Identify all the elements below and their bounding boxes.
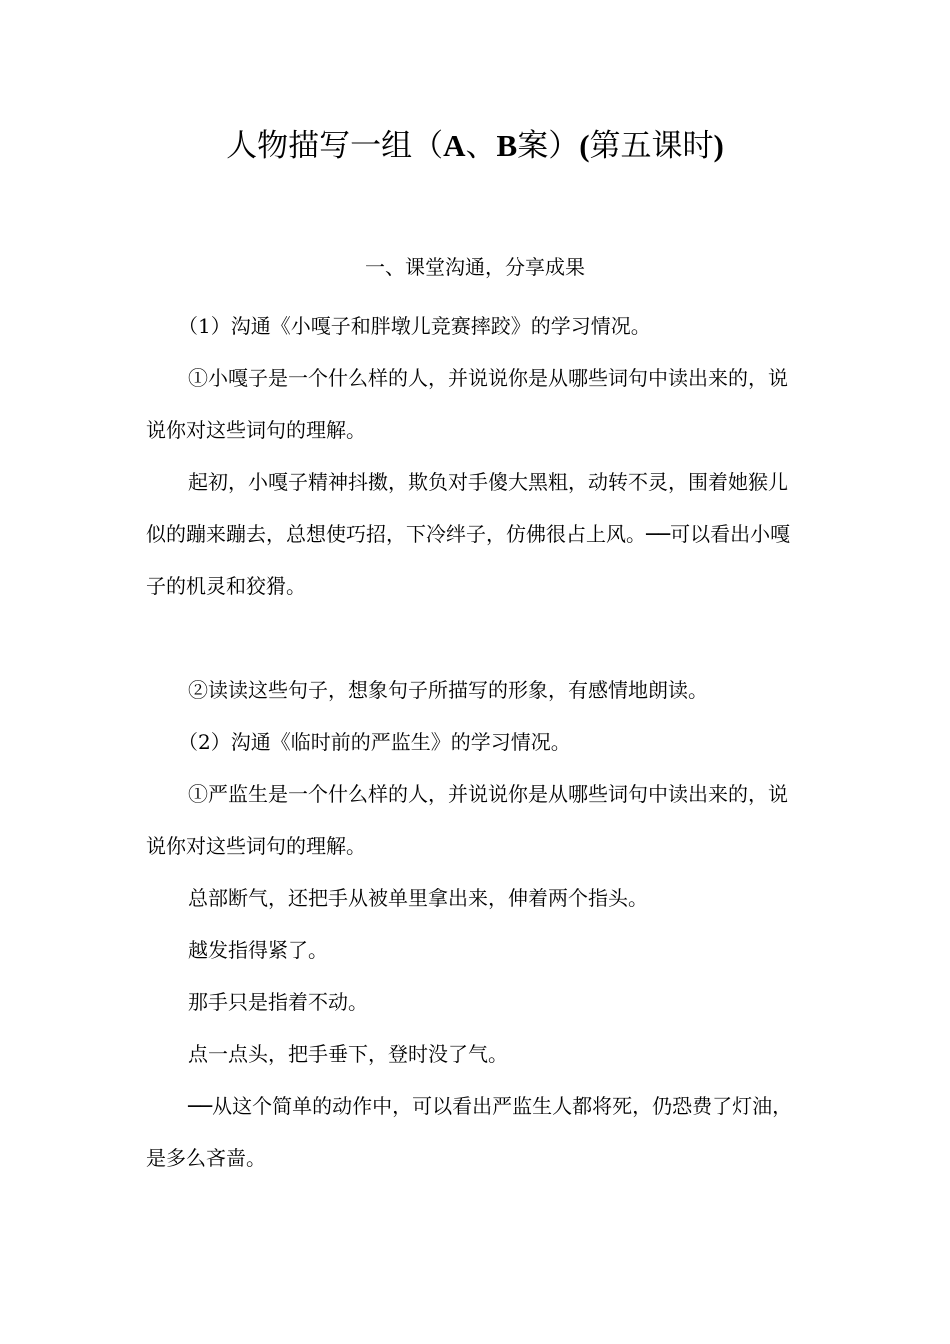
paragraph-quote-3: 越发指得紧了。 <box>188 938 328 962</box>
section-heading: 一、课堂沟通，分享成果 <box>365 255 585 279</box>
title-letter-b: B <box>496 128 518 163</box>
title-text-2: 案） <box>517 128 580 164</box>
title-text-1: 人物描写一组（ <box>226 128 444 164</box>
paragraph-reading-task: ②读读这些句子，想象句子所描写的形象，有感情地朗读。 <box>188 678 708 702</box>
title-separator: 、 <box>465 128 497 164</box>
title-open-paren: ( <box>579 128 590 163</box>
paragraph-quote-1: 起初，小嘎子精神抖擞，欺负对手傻大黑粗，动转不灵，围着她猴儿似的蹦来蹦去，总想使巧招，下冷绊子，仿佛很占上风。──可以看出小嘎子的机灵和狡猾。 <box>146 470 791 598</box>
page-title <box>0 124 950 168</box>
document-body <box>146 300 806 1184</box>
paragraph-discussion-2: （2）沟通《临时前的严监生》的学习情况。 <box>178 730 571 754</box>
blank-line <box>146 612 806 664</box>
paragraph-quote-5: 点一点头，把手垂下，登时没了气。 <box>188 1042 508 1066</box>
paragraph-quote-4: 那手只是指着不动。 <box>188 990 368 1014</box>
paragraph-quote-2: 总部断气，还把手从被单里拿出来，伸着两个指头。 <box>188 886 648 910</box>
paragraph-question-1: ①小嘎子是一个什么样的人，并说说你是从哪些词句中读出来的，说说你对这些词句的理解。 <box>146 366 788 442</box>
title-letter-a: A <box>443 128 466 163</box>
paragraph-discussion-1: （1）沟通《小嘎子和胖墩儿竞赛摔跤》的学习情况。 <box>178 314 651 338</box>
title-lesson: 第五课时 <box>589 128 714 164</box>
paragraph-question-2: ①严监生是一个什么样的人，并说说你是从哪些词句中读出来的，说说你对这些词句的理解。 <box>146 782 788 858</box>
paragraph-conclusion: ──从这个简单的动作中，可以看出严监生人都将死，仍恐费了灯油，是多么吝啬。 <box>146 1094 793 1170</box>
title-close-paren: ) <box>713 128 724 163</box>
